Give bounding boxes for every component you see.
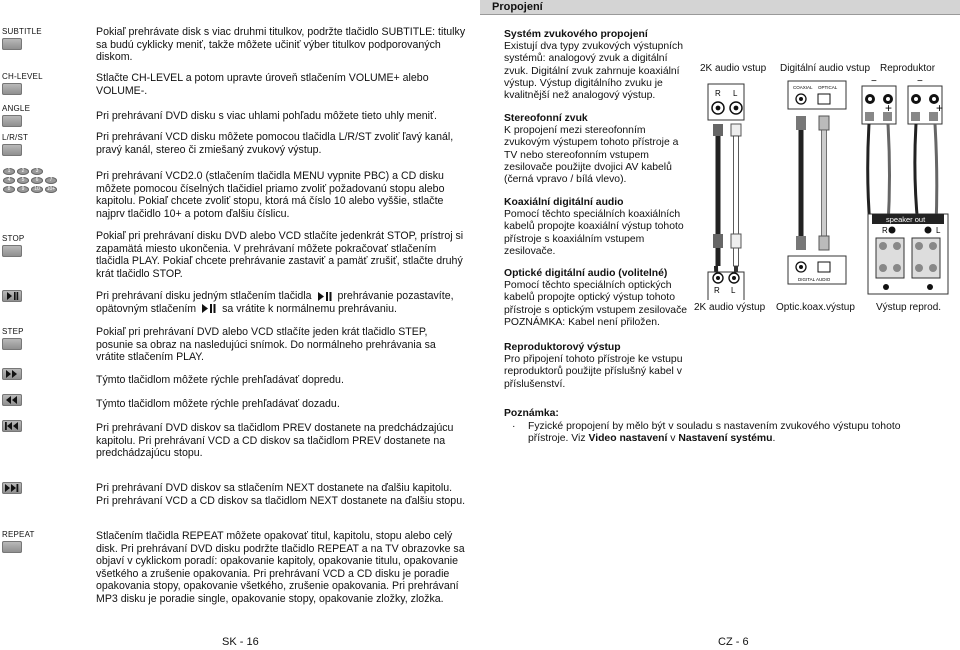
- speaker-title: Reproduktorový výstup: [504, 342, 621, 353]
- optical-block: [504, 268, 690, 329]
- panel-r-text: R: [715, 89, 721, 98]
- numpad-paragraph: Pri prehrávaní VCD2.0 (stlačením tlačidla MENU vypnite PBC) a CD disku môžete pomocou číselných tlačidiel priamo zvoliť požadovanú stopu alebo kapitolu. Pokiaľ chcete zvoliť stopu, ktorá má číslo 10 alebo vyššie, stlačte najprv tlačidlo 10+ a potom ďalšiu číslicu.: [96, 170, 445, 220]
- next-button-icon: [2, 482, 22, 494]
- step-paragraph: Pokiaľ pri prehrávaní DVD alebo VCD stlačíte jeden krát tlačidlo STEP, posunie sa obraz na nasledujúci snímok. Do normálneho prehrávania sa vrátite stlačením PLAY.: [96, 326, 436, 364]
- rca-cables-icon: [713, 124, 741, 280]
- step-button-icon: [2, 338, 22, 350]
- speaker-l-text: L: [936, 226, 941, 235]
- numpad-key: 10: [31, 186, 43, 193]
- section-header-bar: [480, 0, 960, 15]
- ch-level-button-icon: [2, 83, 22, 95]
- rew-paragraph: Týmto tlačidlom môžete rýchle prehľadávať dozadu.: [96, 398, 340, 410]
- pause-text-d: sa vrátite k normálnemu prehrávaniu.: [222, 302, 397, 315]
- rewind-button-icon: [2, 394, 22, 406]
- pause-paragraph: [96, 290, 454, 315]
- next-paragraph: Pri prehrávaní DVD diskov sa stlačením NEXT dostanete na ďalšiu kapitolu. Pri prehrávaní VCD a CD diskov sa tlačidlom NEXT dostanete na ďalšiu stopu.: [96, 482, 466, 507]
- speaker-terminal-icon: [862, 86, 942, 124]
- subtitle-label: SUBTITLE: [2, 27, 42, 36]
- speaker-plus: +: [936, 101, 944, 115]
- numpad-key: 8: [3, 186, 15, 193]
- lrst-button-icon: [2, 144, 22, 156]
- numpad-key: 9: [17, 186, 29, 193]
- coax-block: [504, 197, 690, 258]
- play-pause-icon: [199, 303, 219, 314]
- note-title: Poznámka:: [504, 408, 559, 419]
- diagram-top-label: Digitální audio vstup: [780, 63, 871, 74]
- section-title: Propojení: [492, 1, 543, 13]
- fast-forward-button-icon: [2, 368, 22, 380]
- coax-text: Pomocí těchto speciálních koaxiálních kabelů propojte koaxiální výstup tohoto přístroje s koaxiálním vstupem zesilovače.: [504, 209, 684, 257]
- angle-paragraph: Pri prehrávaní DVD disku s viac uhlami pohľadu môžete tieto uhly meniť.: [96, 110, 437, 122]
- speaker-plus: +: [885, 101, 893, 115]
- ff-paragraph: Týmto tlačidlom môžete rýchle prehľadávať dopredu.: [96, 374, 344, 386]
- step-label: STEP: [2, 327, 24, 336]
- play-pause-icon: [315, 291, 335, 302]
- speaker-r-text: R: [882, 226, 888, 235]
- note-text-e: .: [772, 433, 776, 445]
- diagram-bottom-label: Výstup reprod.: [876, 302, 942, 313]
- stop-button-icon: [2, 245, 22, 257]
- note-text: [528, 421, 938, 446]
- numpad-key: 10+: [46, 186, 56, 192]
- repeat-paragraph: Stlačením tlačidla REPEAT môžete opakovať titul, kapitolu, stopu alebo celý disk. Pri prehrávaní DVD disku podržte tlačidlo REPEAT a na TV obrazovke sa objaví v cyklickom poradí: opakovanie kapitoly, opakovanie titulu, opakovanie všetkého a zrušenie opakovania. Pri prehrávaní VCD a CD disku je poradie opakovania stopy, opakovanie všetkého, zrušenie opakovania. Pri prehrávaní MP3 disku je poradie single, opakovanie stopy, opakovanie zložky, zložka.: [96, 530, 465, 605]
- angle-label: ANGLE: [2, 104, 31, 113]
- panel-l-text: L: [733, 89, 738, 98]
- numpad-key: 6: [31, 177, 43, 184]
- note-link-video: Video nastavení: [588, 433, 668, 445]
- audio-system-block: [504, 29, 690, 102]
- digital-audio-text: DIGITAL AUDIO: [798, 277, 831, 282]
- audio-system-text: Existují dva typy zvukových výstupních systémů: analogový zvuk a digitální zvuk. Digitální zvuk zahrnuje koaxiální výstup. Výstup digitálního zvuku je kvalitnější než analogový výstup.: [504, 41, 684, 102]
- speaker-wires-icon: [868, 124, 937, 226]
- diagram-bottom-label: Optic.koax.výstup: [776, 302, 855, 313]
- note-text-c: v: [667, 433, 679, 445]
- numpad-key: 3: [31, 168, 43, 175]
- note-link-system: Nastavení systému: [678, 433, 773, 445]
- output-l-text: L: [731, 286, 736, 295]
- stereo-output-jacks: [708, 272, 744, 302]
- prev-button-icon: [2, 420, 22, 432]
- optical-title: Optické digitální audio (volitelné): [504, 268, 668, 279]
- stop-paragraph: Pokiaľ pri prehrávaní disku DVD alebo VCD stlačíte jedenkrát STOP, prístroj si zapamätá miesto ukončenia. V prehrávaní môžete pokračovať stlačením tlačidla PLAY. Pokiaľ chcete prehrávanie zastaviť a pamäť zrušiť, stlačte druhý krát tlačidlo STOP.: [96, 230, 464, 280]
- coax-title: Koaxiální digitální audio: [504, 197, 624, 208]
- ch-level-label: CH-LEVEL: [2, 72, 43, 81]
- diagram-top-label: Reproduktor: [880, 63, 936, 74]
- ch-level-paragraph: Stlačte CH-LEVEL a potom upravte úroveň stlačením VOLUME+ alebo VOLUME-.: [96, 72, 429, 97]
- stereo-text: K propojení mezi stereofonním zvukovým výstupem tohoto přístroje a TV nebo stereofonním vstupem zesilovače použijte dvojici AV kabelů (černá vpravo / bílá vlevo).: [504, 125, 679, 186]
- coaxial-text: COAXIAL: [793, 85, 813, 90]
- digital-cables-icon: [796, 116, 829, 250]
- page-number-cz: CZ - 6: [718, 636, 749, 648]
- lrst-paragraph: Pri prehrávaní VCD disku môžete pomocou tlačidla L/R/ST zvoliť ľavý kanál, pravý kanál, stereo či zmiešaný zvukový výstup.: [96, 131, 454, 156]
- optical-port-icon: [818, 94, 830, 104]
- audio-system-title: Systém zvukového propojení: [504, 29, 648, 40]
- stereo-block: [504, 113, 690, 186]
- play-pause-button-icon: [2, 290, 22, 302]
- pause-text-c: opätovným stlačením: [96, 302, 197, 315]
- output-r-text: R: [714, 286, 720, 295]
- speaker-minus: −: [917, 76, 923, 87]
- subtitle-paragraph: Pokiaľ prehrávate disk s viac druhmi titulkov, podržte tlačidlo SUBTITLE: titulky sa budú cyklicky meniť, takže môžete učiniť výber titulkov podporovaných diskom.: [96, 26, 466, 64]
- numpad-key: 4: [3, 177, 15, 184]
- note-text-a: Fyzické propojení by mělo být v souladu s nastavením zvukového výstupu tohoto přístroje. Viz: [528, 421, 901, 445]
- speaker-out-text: speaker out: [886, 215, 926, 224]
- subtitle-button-icon: [2, 38, 22, 50]
- stereo-title: Stereofonní zvuk: [504, 113, 588, 124]
- pause-text-a: Pri prehrávaní disku jedným stlačením tlačidla: [96, 290, 312, 302]
- optical-note: POZNÁMKA: Kabel není přiložen.: [504, 316, 660, 328]
- diagram-top-label: 2K audio vstup: [700, 63, 767, 74]
- numpad-key: 5: [17, 177, 29, 184]
- speaker-minus: −: [871, 76, 877, 87]
- optical-text: OPTICAL: [818, 85, 838, 90]
- repeat-label: REPEAT: [2, 530, 35, 539]
- speaker-text: Pro připojení tohoto přístroje ke vstupu reproduktorů použijte příslušný kabel v příslušenství.: [504, 354, 683, 390]
- note-bullet: ·: [512, 421, 516, 432]
- repeat-button-icon: [2, 541, 22, 553]
- diagram-drawing: [690, 76, 956, 300]
- stop-label: STOP: [2, 234, 25, 243]
- angle-button-icon: [2, 115, 22, 127]
- speaker-block: [504, 342, 690, 391]
- numpad-key: 7: [45, 177, 57, 184]
- pause-text-b: prehrávanie pozastavíte,: [337, 290, 454, 302]
- numpad-key: 2: [17, 168, 29, 175]
- numpad-key: 1: [3, 168, 15, 175]
- page-number-sk: SK - 16: [222, 636, 259, 648]
- lrst-label: L/R/ST: [2, 133, 29, 142]
- optical-text: Pomocí těchto speciálních optických kabelů propojte optický výstup tohoto přístroje s optickým vstupem zesilovače: [504, 280, 688, 316]
- diagram-bottom-label: 2K audio výstup: [694, 302, 766, 313]
- prev-paragraph: Pri prehrávaní DVD diskov sa tlačidlom PREV dostanete na predchádzajúcu kapitolu. Pri prehrávaní VCD a CD diskov sa tlačidlom PREV dostanete na predchádzajúcu stopu.: [96, 422, 454, 460]
